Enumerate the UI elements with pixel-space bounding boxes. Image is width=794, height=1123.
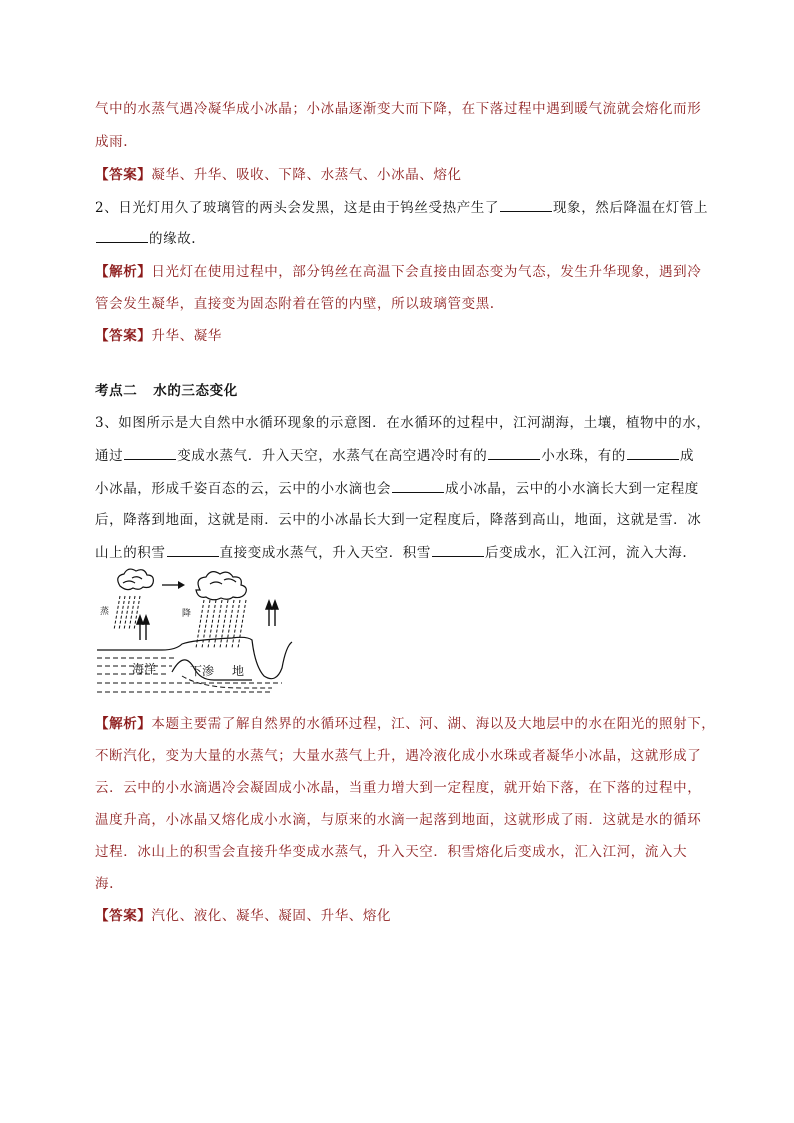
answer-tag: 【答案】 (95, 167, 152, 183)
label-ocean: 海洋 (132, 662, 157, 676)
analysis-line (95, 262, 705, 282)
answer-tag: 【答案】 (95, 908, 152, 924)
analysis-tag: 【解析】 (95, 716, 152, 732)
analysis-line: 不断汽化，变为大量的水蒸气；大量水蒸气上升，遇冷液化成小水珠或者凝华小冰晶，这就形成了 (95, 748, 702, 764)
question-text: 成小冰晶，云中的小水滴长大到一定程度 (445, 481, 699, 497)
cloud-icon (196, 572, 246, 600)
water-cycle-illustration (92, 568, 297, 703)
label-land: 地 (232, 664, 245, 678)
question-3-line (95, 445, 705, 466)
question-text: 小冰晶，形成千姿百态的云，云中的小水滴也会 (95, 481, 392, 497)
answer-blank (124, 445, 176, 460)
analysis-line: 云．云中的小水滴遇冷会凝固成小冰晶，当重力增大到一定程度，就开始下落，在下落的过程中， (95, 780, 702, 796)
answer-blank (432, 542, 484, 557)
question-text: 的缘故. (149, 231, 197, 247)
question-3-line: 3、如图所示是大自然中水循环现象的示意图．在水循环的过程中，江河湖海，土壤，植物中的水， (95, 415, 711, 431)
label-seepage: 下渗 (190, 664, 215, 678)
answer-blank (167, 542, 219, 557)
section-heading (95, 381, 705, 401)
label-precipitation: 降 (182, 609, 192, 619)
question-3-line (95, 542, 705, 563)
answer-blank (500, 197, 552, 212)
question-3-line: 后，降落到地面，这就是雨．云中的小冰晶长大到一定程度后，降落到高山，地面，这就是雪．冰 (95, 512, 702, 528)
answer-blank (627, 445, 679, 460)
answer-text: 升华、凝华 (151, 328, 222, 344)
question-text: 成 (680, 448, 695, 464)
answer-tag: 【答案】 (95, 328, 152, 344)
analysis-text-line: 气中的水蒸气遇冷凝华成小冰晶；小冰晶逐渐变大而下降，在下落过程中遇到暖气流就会熔化而形 (95, 101, 702, 117)
answer-blank (392, 478, 444, 493)
analysis-line: 过程．冰山上的积雪会直接升华变成水蒸气，升入天空．积雪熔化后变成水，汇入江河，流入大 (95, 844, 688, 860)
answer-line (95, 326, 705, 346)
analysis-text: 本题主要需了解自然界的水循环过程，江、河、湖、海以及大地层中的水在阳光的照射下， (151, 716, 716, 732)
question-2-line (95, 228, 705, 249)
section-title: 水的三态变化 (153, 383, 238, 399)
question-text: 现象，然后降温在灯管上 (553, 200, 709, 216)
arrow-right-icon (162, 581, 185, 589)
analysis-line: 管会发生凝华，直接变为固态附着在管的内壁，所以玻璃管变黑. (95, 296, 495, 312)
rain-lines (196, 600, 246, 648)
evaporation-arrow-icon (137, 601, 278, 640)
question-text: 后变成水，汇入江河，流入大海. (485, 545, 688, 561)
question-3-line (95, 478, 705, 499)
label-evaporation: 蒸 (100, 607, 110, 617)
analysis-line: 温度升高，小冰晶又熔化成小水滴，与原来的水滴一起落到地面，这就形成了雨．这就是水的循环 (95, 812, 702, 828)
analysis-text: 日光灯在使用过程中，部分钨丝在高温下会直接由固态变为气态，发生升华现象，遇到冷 (151, 264, 702, 280)
analysis-text-line: 成雨. (95, 134, 129, 150)
answer-line (95, 165, 705, 185)
question-text: 变成水蒸气．升入天空，水蒸气在高空遇冷时有的 (177, 448, 488, 464)
question-2-line (95, 197, 709, 218)
question-text: 山上的积雪 (95, 545, 166, 561)
analysis-tag: 【解析】 (95, 264, 152, 280)
answer-text: 凝华、升华、吸收、下降、水蒸气、小冰晶、熔化 (151, 167, 462, 183)
answer-text: 汽化、液化、凝华、凝固、升华、熔化 (151, 908, 392, 924)
question-text: 小水珠，有的 (541, 448, 627, 464)
question-text: 通过 (95, 448, 124, 464)
cloud-icon (118, 569, 154, 590)
answer-blank (96, 228, 148, 243)
answer-blank (488, 445, 540, 460)
rain-lines (114, 596, 140, 630)
analysis-line: 海. (95, 876, 114, 892)
question-text: 2、日光灯用久了玻璃管的两头会发黑，这是由于钨丝受热产生了 (95, 200, 499, 216)
answer-line (95, 906, 705, 926)
question-text: 直接变成水蒸气，升入天空．积雪 (219, 545, 431, 561)
section-number: 考点二 (95, 383, 138, 399)
analysis-line (95, 714, 716, 734)
water-cycle-diagram (92, 568, 297, 703)
